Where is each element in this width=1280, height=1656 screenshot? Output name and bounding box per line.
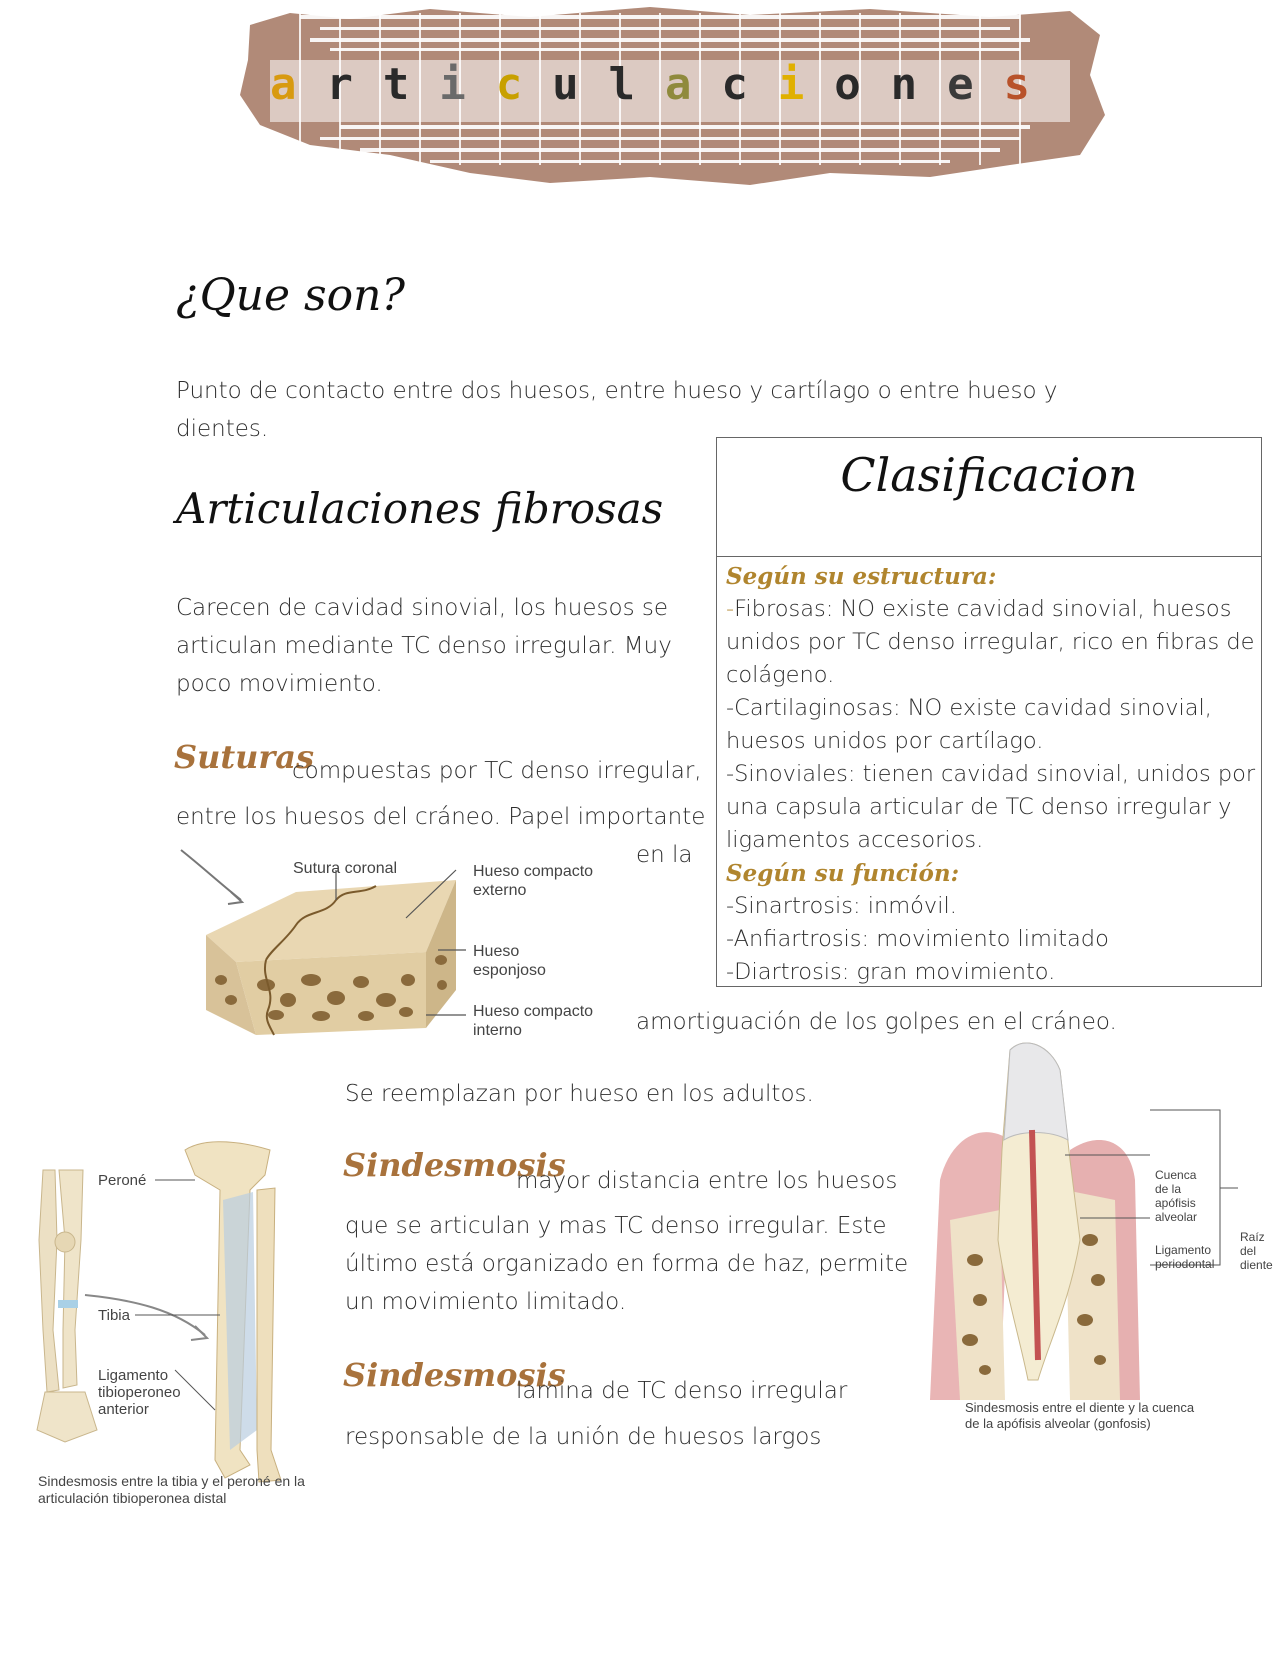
tooth-gonfosis-illustration	[920, 1040, 1280, 1410]
tooth-caption-line2: de la apófisis alveolar (gonfosis)	[965, 1416, 1151, 1431]
suturas-line5: Se reemplazan por hueso en los adultos.	[345, 1081, 814, 1107]
label-lig-line3: anterior	[98, 1401, 149, 1418]
sindesmosis1-label: Sindesmosis	[343, 1146, 566, 1184]
estructura-dash: -	[726, 596, 735, 622]
label-raiz-diente	[1240, 1230, 1280, 1272]
leg-figure-caption	[38, 1473, 305, 1507]
title-letter: t	[382, 59, 410, 110]
label-cuenca-apofisis	[1155, 1168, 1197, 1224]
suturas-line2: entre los huesos del cráneo. Papel importante	[176, 804, 706, 830]
title-letter: i	[777, 59, 805, 110]
estructura-line7: una capsula articular de TC denso irregular y	[726, 794, 1232, 820]
fibrosas-line2: articulan mediante TC denso irregular. Muy	[176, 633, 672, 659]
title-letter: a	[664, 59, 692, 110]
label-c-line4: alveolar	[1155, 1210, 1198, 1224]
title-letter: r	[326, 59, 353, 110]
label-c-line2: de la	[1155, 1182, 1182, 1196]
label-hueso-compacto-externo	[473, 862, 593, 900]
title-letter: c	[495, 59, 523, 110]
estructura-item-fibrosas	[726, 593, 1256, 626]
label-esp-line1: Hueso	[473, 943, 520, 960]
estructura-line5: huesos unidos por cartílago.	[726, 728, 1044, 754]
funcion-line1: -Sinartrosis: inmóvil.	[726, 893, 957, 919]
label-hueso-esponjoso	[473, 942, 546, 980]
label-esp-line2: esponjoso	[473, 962, 546, 979]
que-son-text-line2: dientes.	[176, 416, 269, 442]
label-lig-line2: tibioperoneo	[98, 1384, 181, 1401]
funcion-line2: -Anfiartrosis: movimiento limitado	[726, 926, 1109, 952]
title-letter: c	[721, 59, 748, 110]
label-tibia: Tibia	[98, 1307, 130, 1324]
title-letter: s	[1003, 59, 1030, 110]
leg-caption-line1: Sindesmosis entre la tibia y el peroné en la	[38, 1473, 305, 1489]
label-ligamento-periodontal	[1155, 1243, 1214, 1271]
label-l-line2: periodontal	[1155, 1257, 1215, 1271]
estructura-line6: -Sinoviales: tienen cavidad sinovial, unidos por	[726, 761, 1256, 787]
title-letter: o	[834, 59, 861, 110]
title-letter: n	[890, 59, 918, 110]
estructura-line4: -Cartilaginosas: NO existe cavidad sinovial,	[726, 695, 1212, 721]
fibrosas-line1: Carecen de cavidad sinovial, los huesos se	[176, 595, 669, 621]
tibia-perone-illustration	[25, 1130, 315, 1510]
fibrosas-line3: poco movimiento.	[176, 671, 383, 697]
tooth-figure-caption	[965, 1400, 1194, 1432]
suturas-line1: compuestas por TC denso irregular,	[292, 758, 702, 784]
suturas-line3: en la	[636, 842, 693, 868]
sindesmosis1-line2: que se articulan y mas TC denso irregular. Este	[345, 1213, 887, 1239]
label-c-line3: apófisis	[1155, 1196, 1196, 1210]
label-int-line2: interno	[473, 1022, 522, 1039]
title-letter: e	[947, 59, 974, 110]
clasificacion-list	[726, 560, 1256, 989]
sindesmosis2-line1: lamina de TC denso irregular	[516, 1378, 848, 1404]
label-sutura-coronal: Sutura coronal	[293, 860, 398, 877]
funcion-line3: -Diartrosis: gran movimiento.	[726, 959, 1056, 985]
tooth-caption-line1: Sindesmosis entre el diente y la cuenca	[965, 1400, 1195, 1415]
label-ligamento-tibioperoneo	[98, 1367, 181, 1418]
suturas-line4: amortiguación de los golpes en el cráneo.	[636, 1009, 1117, 1035]
sindesmosis1-line4: un movimiento limitado.	[345, 1289, 627, 1315]
fibrosas-heading: Articulaciones fibrosas	[176, 484, 664, 533]
label-r-line1: Raíz del	[1240, 1230, 1265, 1258]
title-letter: l	[608, 59, 636, 110]
sindesmosis1-line3: último está organizado en forma de haz, permite	[345, 1251, 909, 1277]
clasificacion-title: Clasificacion	[840, 448, 1138, 502]
label-lig-line1: Ligamento	[98, 1367, 169, 1384]
label-r-line2: diente	[1240, 1258, 1273, 1272]
sindesmosis2-label: Sindesmosis	[343, 1356, 566, 1394]
label-ext-line2: externo	[473, 882, 527, 899]
suturas-label: Suturas	[174, 738, 315, 776]
estructura-line1: Fibrosas: NO existe cavidad sinovial, huesos	[734, 596, 1232, 622]
label-int-line1: Hueso compacto	[473, 1003, 594, 1020]
title-letter: a	[270, 59, 297, 110]
title-letter: u	[552, 59, 579, 110]
estructura-heading: Según su estructura:	[726, 563, 997, 590]
label-hueso-compacto-interno	[473, 1002, 593, 1040]
page-title	[270, 55, 1030, 115]
title-letter: i	[439, 59, 466, 110]
label-perone: Peroné	[98, 1172, 147, 1189]
sindesmosis2-line2: responsable de la unión de huesos largos	[345, 1424, 822, 1450]
estructura-line3: colágeno.	[726, 662, 835, 688]
label-c-line1: Cuenca	[1155, 1168, 1197, 1182]
sindesmosis1-line1: mayor distancia entre los huesos	[516, 1168, 898, 1194]
funcion-heading: Según su función:	[726, 860, 960, 887]
label-l-line1: Ligamento	[1155, 1243, 1212, 1257]
que-son-text-line1: Punto de contacto entre dos huesos, entre hueso y cartílago o entre hueso y	[176, 378, 1058, 404]
leg-caption-line2: articulación tibioperonea distal	[38, 1490, 227, 1506]
estructura-line8: ligamentos accesorios.	[726, 827, 984, 853]
label-ext-line1: Hueso compacto	[473, 863, 594, 880]
estructura-line2: unidos por TC denso irregular, rico en fibras de	[726, 629, 1255, 655]
que-son-heading: ¿Que son?	[176, 270, 406, 321]
